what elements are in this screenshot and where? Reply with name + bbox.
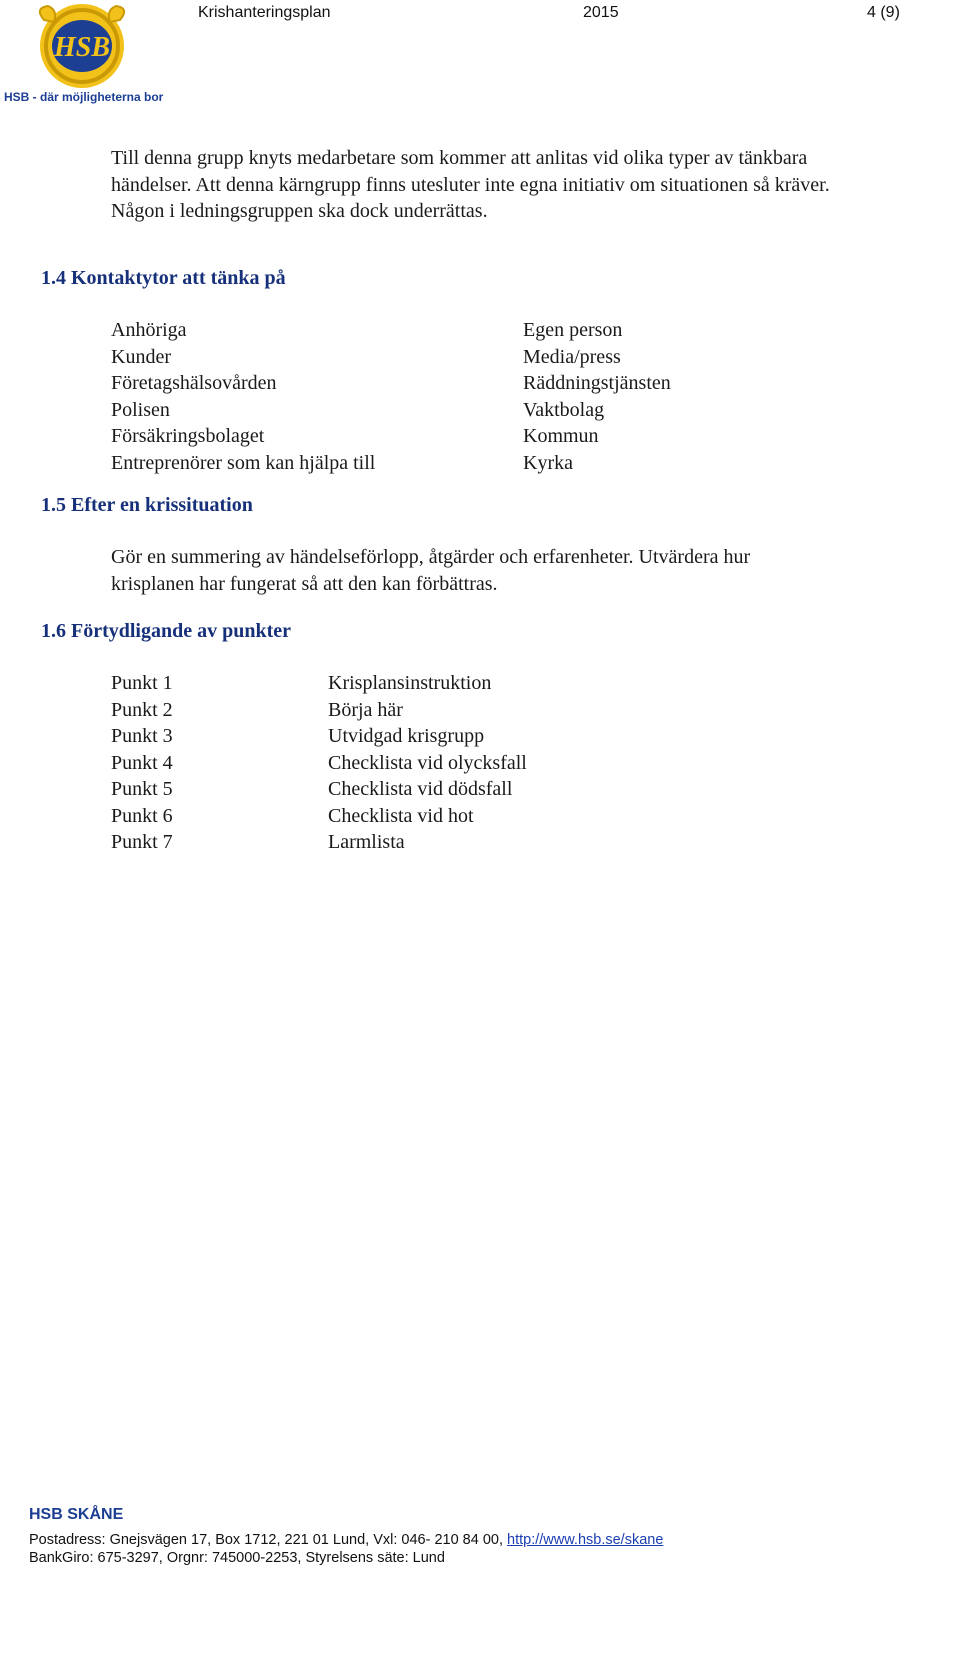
list-item: Kommun bbox=[523, 425, 599, 447]
hsb-logo bbox=[4, 0, 164, 110]
list-item: Försäkringsbolaget bbox=[111, 425, 265, 447]
list-item: Punkt 6 bbox=[111, 804, 173, 827]
intro-paragraph bbox=[111, 145, 830, 225]
list-item: Polisen bbox=[111, 398, 170, 421]
list-item: Företagshälsovården bbox=[111, 372, 277, 394]
list-item: Checklista vid hot bbox=[328, 804, 474, 827]
footer-bank-info: BankGiro: 675-3297, Orgnr: 745000-2253, Styrelsens säte: Lund bbox=[29, 1550, 445, 1566]
list-item: Punkt 3 bbox=[111, 725, 173, 747]
list-item: Anhöriga bbox=[111, 319, 187, 341]
list-item: Media/press bbox=[523, 345, 621, 368]
section-heading-1-5: 1.5 Efter en krissituation bbox=[41, 494, 253, 516]
list-item: Vaktbolag bbox=[523, 398, 605, 421]
list-item: Räddningstjänsten bbox=[523, 372, 671, 394]
section-heading-1-4: 1.4 Kontaktytor att tänka på bbox=[41, 267, 286, 289]
list-item: Larmlista bbox=[328, 831, 405, 853]
list-item: Börja här bbox=[328, 698, 403, 721]
page-number: 4 (9) bbox=[867, 4, 900, 21]
list-item: Punkt 2 bbox=[111, 698, 173, 721]
point-descriptions-list bbox=[328, 670, 527, 856]
list-item: Checklista vid olycksfall bbox=[328, 751, 527, 774]
footer-address bbox=[29, 1532, 663, 1548]
footer-address-text: Postadress: Gnejsvägen 17, Box 1712, 221 01 Lund, Vxl: 046- 210 84 00, bbox=[29, 1532, 508, 1548]
points-list bbox=[111, 670, 173, 856]
svg-text:HSB: HSB bbox=[53, 32, 111, 63]
list-item: Utvidgad krisgrupp bbox=[328, 725, 485, 747]
contacts-left-list bbox=[111, 317, 375, 476]
document-title: Krishanteringsplan bbox=[198, 4, 331, 21]
paragraph-line: Gör en summering av händelseförlopp, åtgärder och erfarenheter. Utvärdera hur bbox=[111, 546, 751, 568]
intro-line: Någon i ledningsgruppen ska dock underrättas. bbox=[111, 200, 488, 222]
footer-website-link[interactable]: http://www.hsb.se/skane bbox=[507, 1532, 664, 1548]
list-item: Kyrka bbox=[523, 451, 573, 474]
list-item: Punkt 5 bbox=[111, 778, 173, 800]
after-crisis-paragraph bbox=[111, 544, 750, 597]
logo-tagline: HSB - där möjligheterna bor bbox=[4, 90, 164, 104]
footer-org-name: HSB SKÅNE bbox=[29, 1506, 124, 1523]
list-item: Punkt 4 bbox=[111, 751, 173, 774]
contacts-right-list bbox=[523, 317, 671, 476]
list-item: Kunder bbox=[111, 345, 171, 368]
intro-line: Till denna grupp knyts medarbetare som kommer att anlitas vid olika typer av tänkbara bbox=[111, 147, 808, 169]
hsb-emblem-icon bbox=[4, 0, 164, 92]
list-item: Checklista vid dödsfall bbox=[328, 778, 513, 800]
intro-line: händelser. Att denna kärngrupp finns utesluter inte egna initiativ om situationen så kräver. bbox=[111, 173, 830, 196]
list-item: Entreprenörer som kan hjälpa till bbox=[111, 451, 376, 474]
list-item: Punkt 7 bbox=[111, 831, 173, 853]
list-item: Krisplansinstruktion bbox=[328, 672, 492, 694]
list-item: Egen person bbox=[523, 319, 623, 341]
document-year: 2015 bbox=[583, 4, 619, 21]
list-item: Punkt 1 bbox=[111, 672, 173, 694]
section-heading-1-6: 1.6 Förtydligande av punkter bbox=[41, 620, 292, 642]
paragraph-line: krisplanen har fungerat så att den kan förbättras. bbox=[111, 572, 498, 595]
